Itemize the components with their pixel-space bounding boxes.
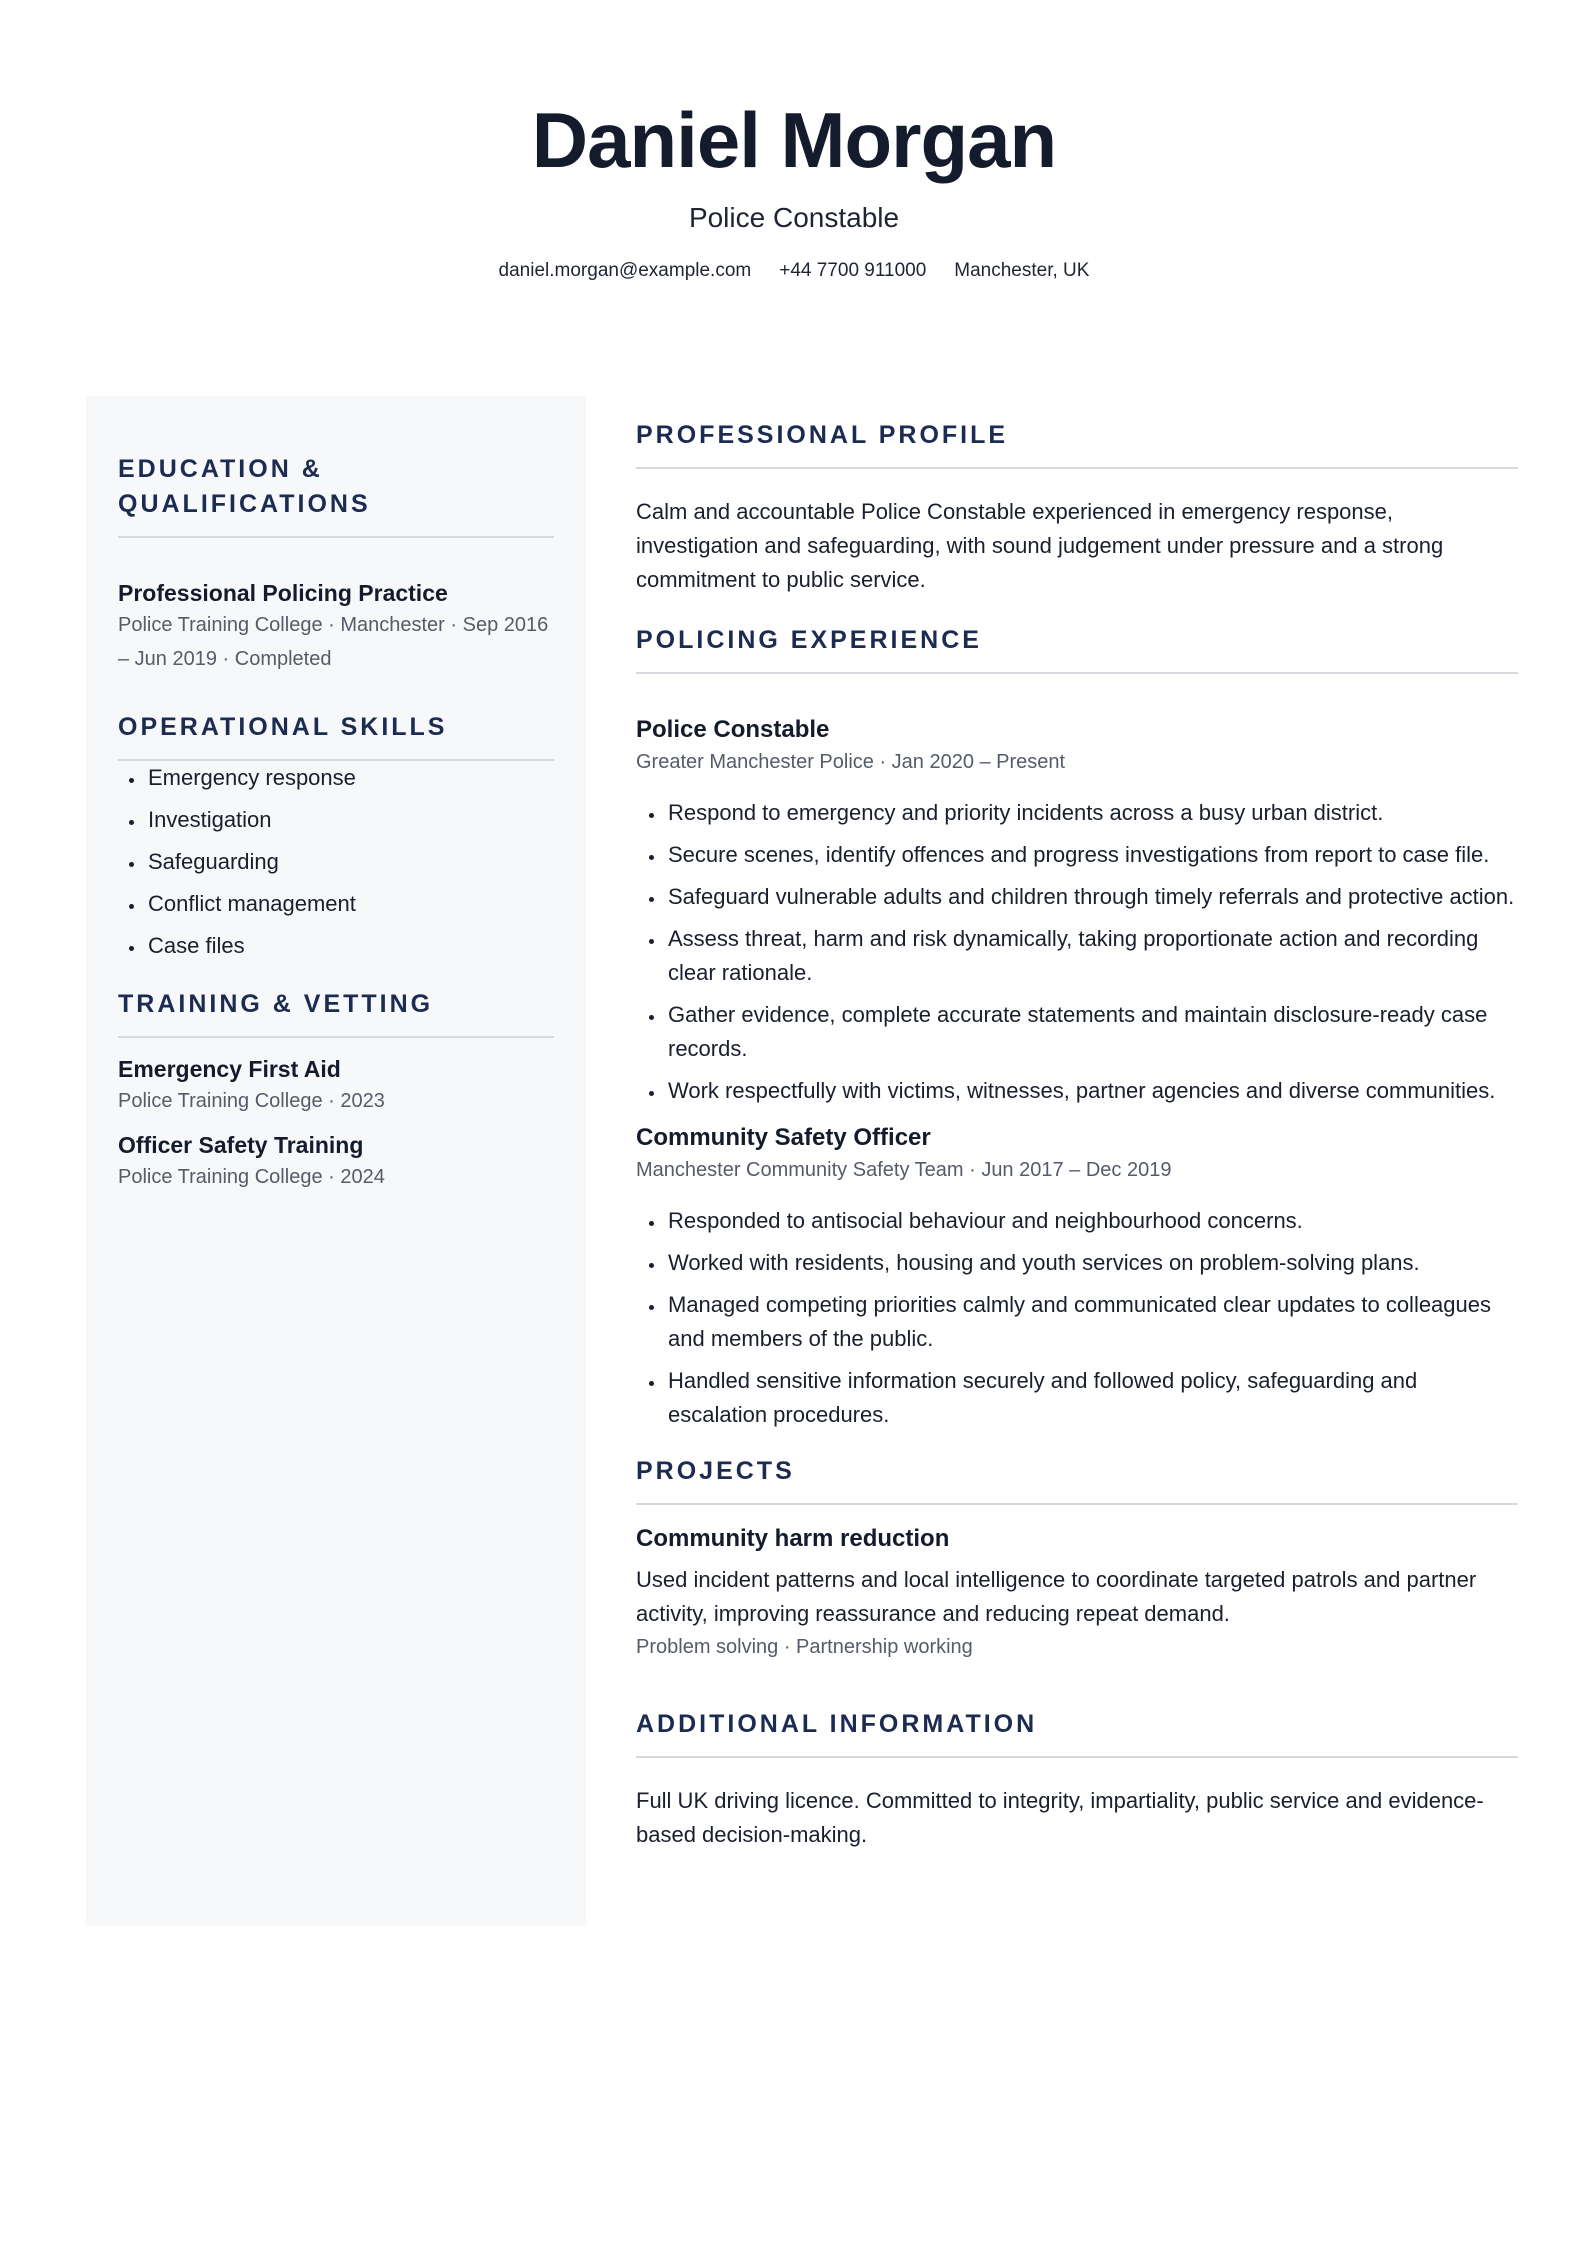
profile-text: Calm and accountable Police Constable experienced in emergency response, investigation and safeguarding, with sound judgement under pressure and a strong commitment to public service.: [636, 499, 1444, 592]
projects-heading: PROJECTS: [636, 1457, 795, 1485]
contact-line: [0, 260, 1588, 282]
training-entry-meta: Police Training College · 2024: [118, 1166, 385, 1188]
training-heading: TRAINING & VETTING: [118, 990, 434, 1018]
candidate-role: Police Constable: [688, 202, 900, 233]
skills-heading: OPERATIONAL SKILLS: [118, 713, 448, 741]
contact-email: daniel.morgan@example.com: [498, 260, 752, 281]
job-bullet: • Secure scenes, identify offences and progress investigations from report to case file.: [666, 838, 1518, 872]
education-entry-meta-line1: Police Training College · Manchester · Sep 2016: [118, 614, 549, 636]
job-bullets: [636, 796, 1518, 1108]
section-divider: [118, 536, 554, 538]
sidebar: [86, 396, 586, 1926]
section-divider: [636, 1503, 1518, 1505]
job-entry: [636, 714, 1518, 1108]
additional-heading: ADDITIONAL INFORMATION: [636, 1710, 1038, 1738]
job-title: Police Constable: [636, 716, 830, 743]
skill-item: • Investigation: [146, 803, 554, 837]
project-entry: [636, 1523, 1518, 1663]
education-entry: [118, 578, 554, 676]
projects-section: [636, 1454, 1518, 1663]
project-title: Community harm reduction: [636, 1525, 950, 1552]
education-entry-title: Professional Policing Practice: [118, 580, 448, 606]
job-bullet: • Responded to antisocial behaviour and neighbourhood concerns.: [666, 1204, 1518, 1238]
section-divider: [118, 1036, 554, 1038]
job-bullet: • Assess threat, harm and risk dynamically, taking proportionate action and recording clear rationale.: [666, 922, 1518, 990]
skill-item: • Safeguarding: [146, 845, 554, 879]
job-bullet: • Gather evidence, complete accurate statements and maintain disclosure-ready case records.: [666, 998, 1518, 1066]
contact-location: Manchester, UK: [954, 260, 1090, 281]
skills-list: [118, 761, 554, 963]
experience-heading: POLICING EXPERIENCE: [636, 626, 982, 654]
skill-item: • Emergency response: [146, 761, 554, 795]
job-bullets: [636, 1204, 1518, 1432]
job-bullet: • Handled sensitive information securely and followed policy, safeguarding and escalation procedures.: [666, 1364, 1518, 1432]
job-bullet: • Work respectfully with victims, witnesses, partner agencies and diverse communities.: [666, 1074, 1518, 1108]
profile-heading: PROFESSIONAL PROFILE: [636, 421, 1009, 449]
project-description: Used incident patterns and local intelligence to coordinate targeted patrols and partner activity, improving reassurance and reducing repeat demand.: [636, 1567, 1477, 1626]
job-title: Community Safety Officer: [636, 1124, 931, 1151]
skill-item: • Case files: [146, 929, 554, 963]
section-divider: [636, 672, 1518, 674]
job-bullet: • Respond to emergency and priority incidents across a busy urban district.: [666, 796, 1518, 830]
resume-header: [0, 90, 1588, 282]
profile-section: [636, 418, 1518, 597]
training-entry: [118, 1054, 554, 1118]
job-meta: Manchester Community Safety Team · Jun 2017 – Dec 2019: [636, 1159, 1172, 1181]
training-entry-meta: Police Training College · 2023: [118, 1090, 385, 1112]
skill-item: • Conflict management: [146, 887, 554, 921]
main-column: [636, 418, 1518, 1852]
additional-text: Full UK driving licence. Committed to integrity, impartiality, public service and evidence-based decision-making.: [636, 1788, 1484, 1847]
job-entry: [636, 1122, 1518, 1432]
training-entry-title: Officer Safety Training: [118, 1132, 364, 1158]
experience-section: [636, 623, 1518, 1432]
education-heading-line2: QUALIFICATIONS: [118, 490, 371, 518]
education-heading: [118, 452, 554, 522]
additional-section: [636, 1707, 1518, 1852]
job-meta: Greater Manchester Police · Jan 2020 – Present: [636, 751, 1066, 773]
contact-phone: +44 7700 911000: [779, 260, 927, 281]
education-entry-meta: [118, 608, 554, 676]
section-divider: [636, 1756, 1518, 1758]
job-bullet: • Worked with residents, housing and youth services on problem-solving plans.: [666, 1246, 1518, 1280]
training-entry-title: Emergency First Aid: [118, 1056, 341, 1082]
section-divider: [636, 467, 1518, 469]
education-section: [118, 452, 554, 676]
job-bullet: • Managed competing priorities calmly and communicated clear updates to colleagues and members of the public.: [666, 1288, 1518, 1356]
skills-section: [118, 710, 554, 963]
training-section: [118, 987, 554, 1194]
education-heading-line1: EDUCATION &: [118, 455, 323, 483]
project-tags: Problem solving · Partnership working: [636, 1636, 973, 1658]
education-entry-meta-line2: – Jun 2019 · Completed: [118, 648, 332, 670]
candidate-name: Daniel Morgan: [531, 96, 1057, 184]
training-entry: [118, 1130, 554, 1194]
job-bullet: • Safeguard vulnerable adults and children through timely referrals and protective action.: [666, 880, 1518, 914]
